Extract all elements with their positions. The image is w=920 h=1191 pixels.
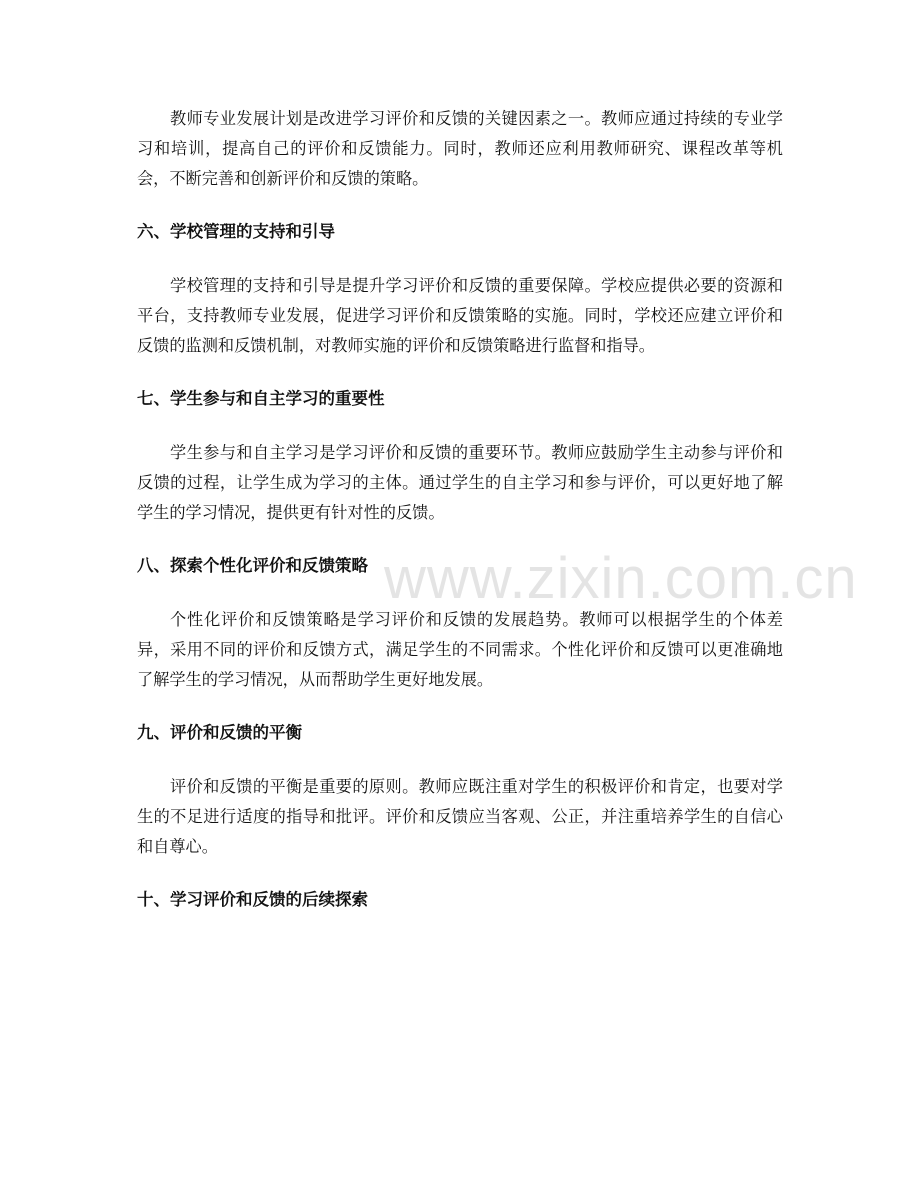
- heading-section-9: 九、评价和反馈的平衡: [137, 723, 302, 742]
- heading-section-6: 六、学校管理的支持和引导: [137, 222, 335, 241]
- paragraph-balance: 评价和反馈的平衡是重要的原则。教师应既注重对学生的积极评价和肯定，也要对学生的不足进行适度的指导和批评。评价和反馈应当客观、公正，并注重培养学生的自信心和自尊心。: [137, 777, 783, 856]
- paragraph-school-management: 学校管理的支持和引导是提升学习评价和反馈的重要保障。学校应提供必要的资源和平台，支持教师专业发展，促进学习评价和反馈策略的实施。同时，学校还应建立评价和反馈的监测和反馈机制，对教师实施的评价和反馈策略进行监督和指导。: [137, 276, 783, 355]
- paragraph-student-participation: 学生参与和自主学习是学习评价和反馈的重要环节。教师应鼓励学生主动参与评价和反馈的过程，让学生成为学习的主体。通过学生的自主学习和参与评价，可以更好地了解学生的学习情况，提供更有针对性的反馈。: [137, 443, 783, 522]
- heading-section-8: 八、探索个性化评价和反馈策略: [137, 556, 368, 575]
- watermark-text: www.zixin.com.cn: [384, 546, 858, 611]
- heading-section-10: 十、学习评价和反馈的后续探索: [137, 890, 368, 909]
- document-body: [137, 104, 783, 939]
- paragraph-personalized-evaluation: 个性化评价和反馈策略是学习评价和反馈的发展趋势。教师可以根据学生的个体差异，采用不同的评价和反馈方式，满足学生的不同需求。个性化评价和反馈可以更准确地了解学生的学习情况，从而帮助学生更好地发展。: [137, 610, 783, 689]
- paragraph-teacher-development: 教师专业发展计划是改进学习评价和反馈的关键因素之一。教师应通过持续的专业学习和培训，提高自己的评价和反馈能力。同时，教师还应利用教师研究、课程改革等机会，不断完善和创新评价和反馈的策略。: [137, 109, 783, 188]
- heading-section-7: 七、学生参与和自主学习的重要性: [137, 389, 385, 408]
